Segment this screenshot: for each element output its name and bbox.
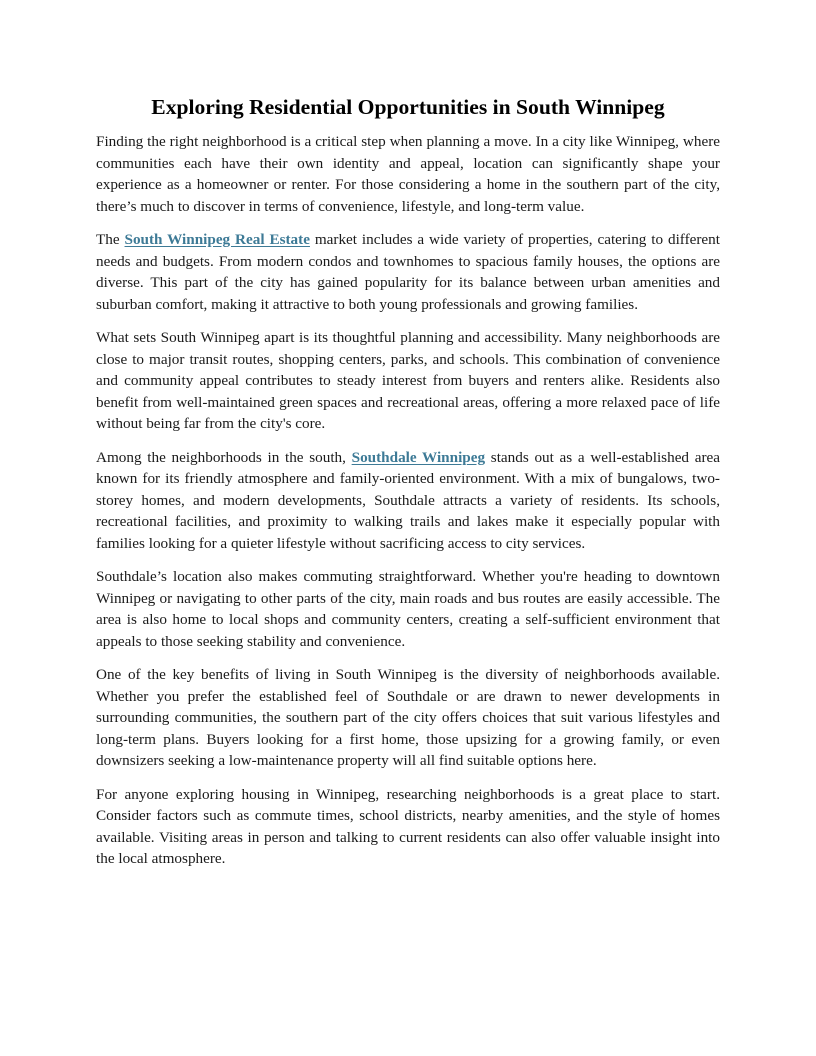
- paragraph-planning: What sets South Winnipeg apart is its thoughtful planning and accessibility. Many neighborhoods are close to major transit routes, shopping centers, parks, and schools. This combination of convenience and community appeal contributes to steady interest from buyers and renters alike. Residents also benefit from well-maintained green spaces and recreational areas, offering a more relaxed pace of life without being far from the city's core.: [96, 328, 720, 433]
- paragraph-real-estate: [96, 229, 720, 315]
- paragraph-intro: Finding the right neighborhood is a critical step when planning a move. In a city like Winnipeg, where communities each have their own identity and appeal, location can significantly shape your experience as a homeowner or renter. For those considering a home in the southern part of the city, there’s much to discover in terms of convenience, lifestyle, and long-term value.: [96, 133, 720, 215]
- paragraph-text: market includes a wide variety of properties, catering to different needs and budgets. From modern condos and townhomes to spacious family houses, the options are diverse. This part of the city has gained popularity for its balance between urban amenities and suburban comfort, making it attractive to both young professionals and growing families.: [96, 230, 720, 313]
- paragraph-commuting: Southdale’s location also makes commuting straightforward. Whether you're heading to downtown Winnipeg or navigating to other parts of the city, main roads and bus routes are easily accessible. The area is also home to local shops and community centers, creating a self-sufficient environment that appeals to those seeking stability and convenience.: [96, 568, 720, 650]
- paragraph-conclusion: For anyone exploring housing in Winnipeg, researching neighborhoods is a great place to start. Consider factors such as commute times, school districts, nearby amenities, and the style of homes available. Visiting areas in person and talking to current residents can also offer valuable insight into the local atmosphere.: [96, 785, 720, 868]
- paragraph-southdale: [96, 447, 720, 555]
- document-title: Exploring Residential Opportunities in South Winnipeg: [151, 95, 665, 119]
- paragraph-text: Among the neighborhoods in the south,: [96, 448, 352, 466]
- paragraph-text: stands out as a well-established area known for its friendly atmosphere and family-oriented environment. With a mix of bungalows, two-storey homes, and modern developments, Southdale attracts a variety of residents. Its schools, recreational facilities, and proximity to walking trails and lakes make it especially popular with families looking for a quieter lifestyle without sacrificing access to city services.: [96, 448, 720, 552]
- southdale-winnipeg-link[interactable]: Southdale Winnipeg: [351, 448, 486, 466]
- paragraph-benefits: One of the key benefits of living in South Winnipeg is the diversity of neighborhoods available. Whether you prefer the established feel of Southdale or are drawn to newer developments in surrounding communities, the southern part of the city offers choices that suit various lifestyles and long-term plans. Buyers looking for a first home, those upsizing for a growing family, or even downsizers seeking a low-maintenance property will all find suitable options here.: [96, 666, 720, 770]
- south-winnipeg-real-estate-link[interactable]: South Winnipeg Real Estate: [124, 230, 310, 248]
- document-body: [96, 92, 720, 882]
- paragraph-text: The: [96, 230, 125, 248]
